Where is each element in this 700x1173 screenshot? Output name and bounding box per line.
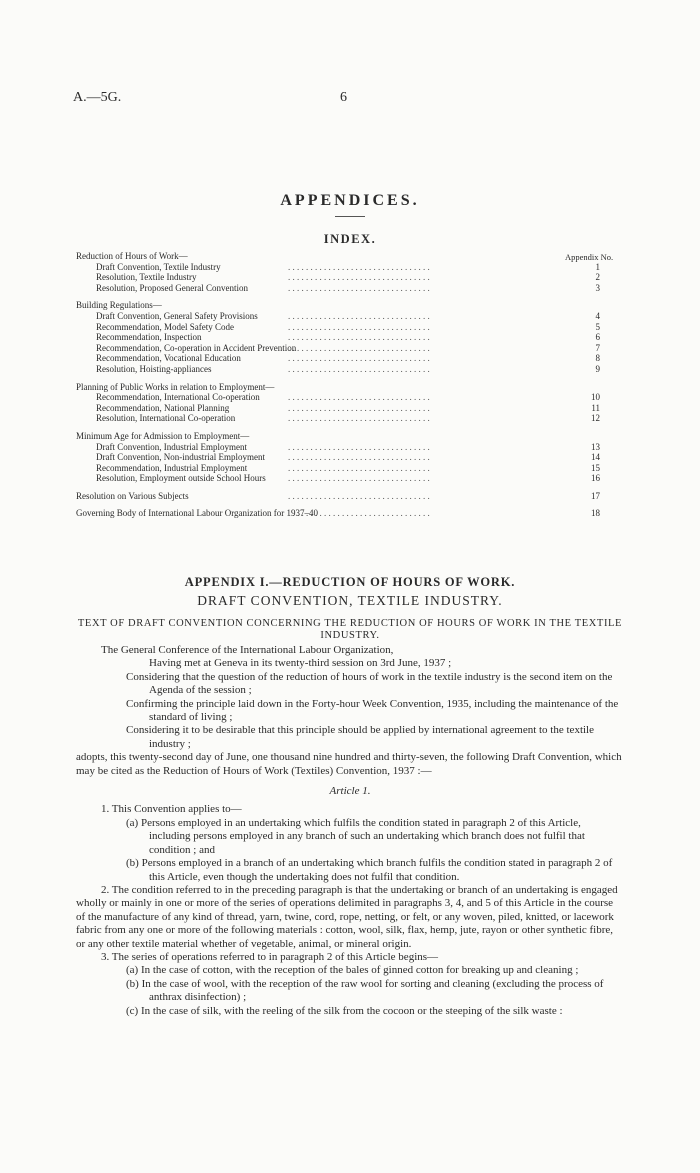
- appendix-number: 18: [591, 508, 600, 519]
- index-entry: [76, 262, 606, 273]
- appendix-number: 7: [595, 342, 600, 353]
- index-entry-label: Recommendation, International Co-operation: [96, 392, 260, 403]
- appendix-number: 5: [595, 321, 600, 332]
- index-entry-label: Governing Body of International Labour Organization for 1937–40: [76, 508, 319, 519]
- leader-dots: . . . . . . . . . . . . . . . . . . . . . . . . . . . . . . . .: [288, 392, 430, 403]
- appendix-number: 9: [595, 363, 600, 374]
- preamble-line: Considering that the question of the reduction of hours of work in the textile industry is the second item on the Agenda of the session ;: [126, 670, 613, 697]
- index-entry: [76, 452, 606, 463]
- index-entry: [76, 403, 606, 414]
- appendix-number: 16: [591, 473, 600, 484]
- index-group: [76, 300, 606, 374]
- index-group: [76, 431, 606, 484]
- index-entry-label: Resolution, Hoisting-appliances: [96, 363, 212, 374]
- leader-dots: . . . . . . . . . . . . . . . . . . . . . . . . . . . . . . . .: [288, 282, 430, 293]
- index-entry: [76, 508, 606, 519]
- article-subparagraph: (b) Persons employed in a branch of an undertaking which branch fulfils the condition stated in paragraph 2 of this Article, even though the undertaking does not fulfil that condition.: [126, 857, 613, 883]
- index-title: INDEX.: [323, 232, 377, 246]
- appendix-subtitle: DRAFT CONVENTION, TEXTILE INDUSTRY.: [197, 593, 503, 608]
- leader-dots: . . . . . . . . . . . . . . . . . . . . . . . . . . . . . . . .: [288, 353, 430, 364]
- convention-body: [76, 644, 624, 1018]
- appendix-number: 15: [591, 462, 600, 473]
- appendix-number: 3: [595, 282, 600, 293]
- index-entry-label: Draft Convention, Textile Industry: [96, 261, 221, 272]
- index-entry-label: Recommendation, Model Safety Code: [96, 321, 234, 332]
- index-group: [76, 491, 606, 502]
- index-entry-label: Recommendation, Vocational Education: [96, 353, 241, 364]
- index-entry-label: Recommendation, Co-operation in Accident Prevention: [96, 342, 297, 353]
- index-entry: [76, 332, 606, 343]
- appendix-number: 6: [595, 332, 600, 343]
- preamble-line: Considering it to be desirable that this principle should be applied by international agreement to the textile industry ;: [126, 724, 594, 750]
- appendix-number: 1: [595, 261, 600, 272]
- leader-dots: . . . . . . . . . . . . . . . . . . . . . . . . . . . . . . . .: [288, 490, 430, 501]
- index-group-heading: [76, 382, 606, 393]
- leader-dots: . . . . . . . . . . . . . . . . . . . . . . . . . . . . . . . .: [288, 261, 430, 272]
- index-group: [76, 382, 606, 424]
- index-entry-label: Resolution, Textile Industry: [96, 272, 197, 283]
- index-entry: [76, 283, 606, 294]
- index-entry: [76, 413, 606, 424]
- appendices-title: APPENDICES.: [280, 192, 420, 209]
- index-entry: [76, 272, 606, 283]
- index-entry-label: Resolution on Various Subjects: [76, 490, 189, 501]
- appendix-number: 17: [591, 490, 600, 501]
- document-reference: A.—5G.: [73, 90, 122, 105]
- preamble-line: Confirming the principle laid down in the Forty-hour Week Convention, 1935, including the maintenance of the standard of living ;: [126, 697, 619, 724]
- article-subparagraph: (a) In the case of cotton, with the reception of the bales of ginned cotton for breaking up and cleaning ;: [126, 964, 579, 977]
- index-entry-label: Resolution, Employment outside School Hours: [96, 473, 266, 484]
- appendix-number: 2: [595, 272, 600, 283]
- index-group-heading-text: Reduction of Hours of Work—: [76, 251, 188, 261]
- index-group: [76, 251, 606, 293]
- appendix-number: 14: [591, 452, 600, 463]
- index-entry-label: Draft Convention, Industrial Employment: [96, 441, 247, 452]
- leader-dots: . . . . . . . . . . . . . . . . . . . . . . . . . . . . . . . .: [288, 310, 430, 321]
- index-entry: [76, 473, 606, 484]
- leader-dots: . . . . . . . . . . . . . . . . . . . . . . . . . . . . . . . .: [288, 413, 430, 424]
- preamble-line: adopts, this twenty-second day of June, one thousand nine hundred and thirty-seven, the following Draft Convention, which may be cited as the Reduction of Hours of Work (Textiles) Convention, 1937 :—: [76, 751, 622, 777]
- appendix-no-header: Appendix No.: [565, 252, 614, 262]
- leader-dots: . . . . . . . . . . . . . . . . . . . . . . . . . . . . . . . .: [288, 473, 430, 484]
- article-subparagraph: (c) In the case of silk, with the reeling of the silk from the cocoon or the steeping of the silk waste :: [126, 1004, 563, 1017]
- title-divider: [335, 216, 365, 217]
- appendix-number: 11: [591, 402, 600, 413]
- index-entry-label: Resolution, Proposed General Convention: [96, 282, 248, 293]
- index-entry-label: Recommendation, Industrial Employment: [96, 462, 248, 473]
- article-subparagraph: (b) In the case of wool, with the reception of the raw wool for sorting and cleaning (excluding the process of anthrax disinfection) ;: [126, 977, 604, 1004]
- index-entry: [76, 442, 606, 453]
- index-group-heading: [76, 251, 606, 262]
- appendix-number: 4: [595, 310, 600, 321]
- index-group-heading: [76, 431, 606, 442]
- index-entry-label: Recommendation, National Planning: [96, 402, 230, 413]
- appendix-title: APPENDIX I.—REDUCTION OF HOURS OF WORK.: [184, 575, 516, 589]
- index-entry-label: Recommendation, Inspection: [96, 332, 202, 343]
- index-group: [76, 508, 606, 519]
- article-paragraph: 3. The series of operations referred to in paragraph 2 of this Article begins—: [101, 950, 439, 963]
- leader-dots: . . . . . . . . . . . . . . . . . . . . . . . . . . . . . . . .: [288, 402, 430, 413]
- index-entry: [76, 322, 606, 333]
- leader-dots: . . . . . . . . . . . . . . . . . . . . . . . . . . . . . . . .: [288, 332, 430, 343]
- leader-dots: . . . . . . . . . . . . . . . . . . . . . . . . . . . . . . . .: [288, 462, 430, 473]
- article-title: Article 1.: [329, 785, 371, 798]
- page-number: 6: [340, 90, 347, 105]
- index-group-heading: [76, 300, 606, 311]
- appendix-number: 12: [591, 413, 600, 424]
- index-entry: [76, 364, 606, 375]
- index-group-heading-text: Building Regulations—: [76, 300, 162, 311]
- index-group-heading-text: Minimum Age for Admission to Employment—: [76, 430, 250, 441]
- index-entry: [76, 311, 606, 322]
- appendix-number: 8: [595, 353, 600, 364]
- article-paragraph: 2. The condition referred to in the preceding paragraph is that the undertaking or branch of an undertaking is engaged wholly or mainly in one or more of the series of operations delimited in paragraphs 3, 4, and 5 of this Article in the course of the manufacture of any kind of thread, yarn, twine, cord, rope, netting, or felt, or any woven, piled, knitted, or lacework fabric from any one or more of the following materials : cotton, wool, silk, flax, hemp, jute, rayon or other synthetic fibre, or any other textile material whether of vegetable, animal, or mineral origin.: [76, 883, 618, 950]
- leader-dots: . . . . . . . . . . . . . . . . . . . . . . . . . . . . . . . .: [288, 342, 430, 353]
- index-entry-label: Draft Convention, General Safety Provisions: [96, 310, 258, 321]
- text-heading: TEXT OF DRAFT CONVENTION CONCERNING THE REDUCTION OF HOURS OF WORK IN THE TEXTILE INDUSTRY.: [77, 618, 623, 641]
- index-entry-label: Draft Convention, Non-industrial Employment: [96, 452, 265, 463]
- index-list: [76, 251, 606, 526]
- leader-dots: . . . . . . . . . . . . . . . . . . . . . . . . . . . . . . . .: [288, 452, 430, 463]
- index-entry: [76, 463, 606, 474]
- index-entry: [76, 353, 606, 364]
- article-paragraph: 1. This Convention applies to—: [101, 803, 242, 816]
- leader-dots: . . . . . . . . . . . . . . . . . . . . . . . . . . . . . . . .: [288, 321, 430, 332]
- index-entry-label: Resolution, International Co-operation: [96, 413, 236, 424]
- index-entry: [76, 491, 606, 502]
- preamble-line: Having met at Geneva in its twenty-third session on 3rd June, 1937 ;: [149, 657, 452, 670]
- preamble-line: The General Conference of the International Labour Organization,: [101, 644, 394, 656]
- appendix-number: 13: [591, 441, 600, 452]
- article-subparagraph: (a) Persons employed in an undertaking which fulfils the condition stated in paragraph 2 of this Article, including persons employed in any branch of such an undertaking which branch does not fulfil that condition ; and: [126, 816, 585, 856]
- index-entry: [76, 343, 606, 354]
- index-group-heading-text: Planning of Public Works in relation to Employment—: [76, 381, 275, 392]
- leader-dots: . . . . . . . . . . . . . . . . . . . . . . . . . . . . . . . .: [288, 508, 430, 519]
- leader-dots: . . . . . . . . . . . . . . . . . . . . . . . . . . . . . . . .: [288, 363, 430, 374]
- leader-dots: . . . . . . . . . . . . . . . . . . . . . . . . . . . . . . . .: [288, 272, 430, 283]
- leader-dots: . . . . . . . . . . . . . . . . . . . . . . . . . . . . . . . .: [288, 441, 430, 452]
- index-entry: [76, 392, 606, 403]
- appendix-number: 10: [591, 392, 600, 403]
